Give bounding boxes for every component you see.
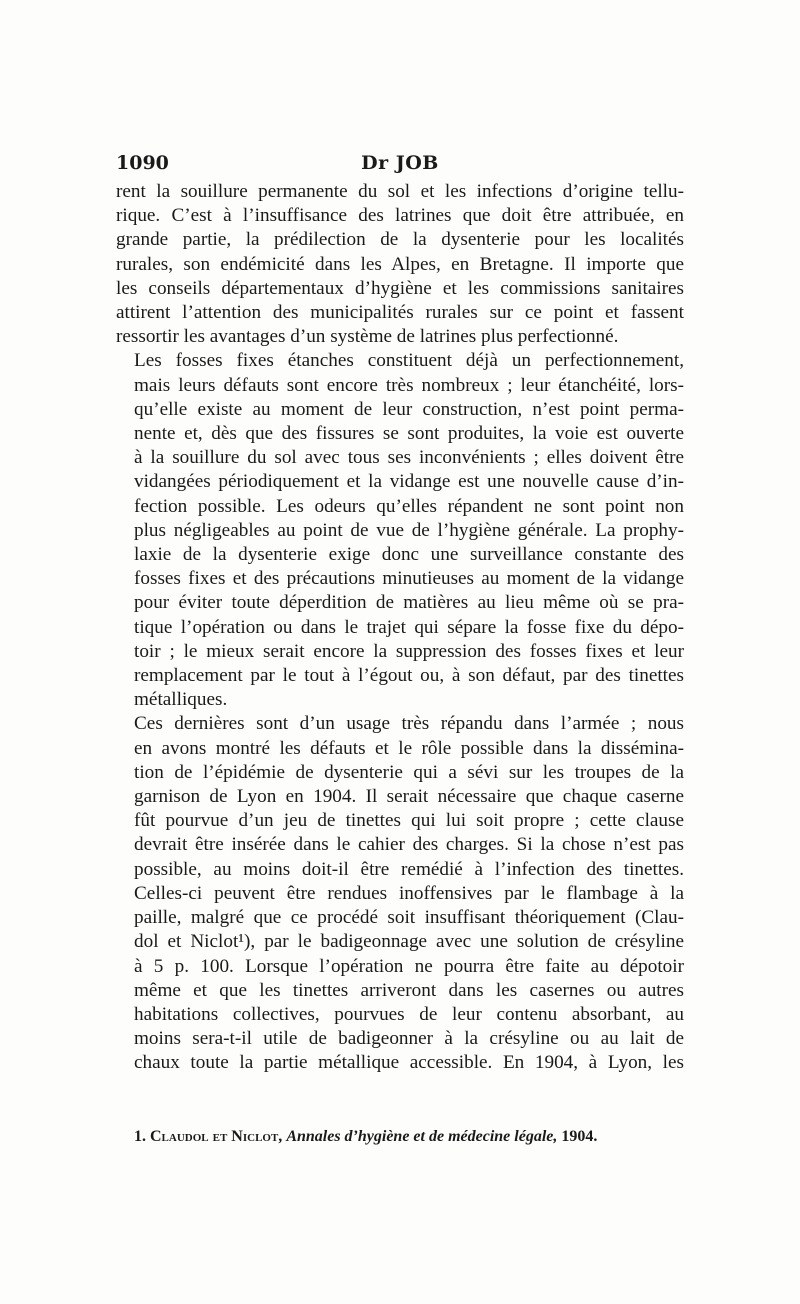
text-line: Ces dernières sont d’un usage très répandu dans l’armée ; nous (134, 713, 684, 735)
text-line: attirent l’attention des municipalités rurales sur ce point et fassent (116, 302, 684, 324)
text-line: à la souillure du sol avec tous ses inconvénients ; elles doivent être (134, 447, 684, 469)
text-line: remplacement par le tout à l’égout ou, à son défaut, par des tinettes (134, 665, 684, 687)
text-line: ressortir les avantages d’un système de latrines plus perfectionné. (116, 326, 619, 348)
text-line: à 5 p. 100. Lorsque l’opération ne pourra être faite au dépotoir (134, 955, 684, 977)
footnote-year: 1904. (561, 1128, 598, 1145)
text-line: dol et Niclot¹), par le badigeonnage avec une solution de crésyline (134, 931, 684, 953)
text-line: plus négligeables au point de vue de l’hygiène générale. La prophy- (134, 519, 684, 541)
text-line: tion de l’épidémie de dysenterie qui a sévi sur les troupes de la (134, 761, 684, 783)
paragraph-1 (116, 180, 684, 349)
footnote-number: 1. (134, 1128, 146, 1145)
text-line: rique. C’est à l’insuffisance des latrines que doit être attribuée, en (116, 205, 684, 227)
footnote (134, 1128, 684, 1146)
text-line: garnison de Lyon en 1904. Il serait nécessaire que chaque caserne (134, 786, 684, 808)
text-line: grande partie, la prédilection de la dysenterie pour les localités (116, 229, 684, 251)
text-line: laxie de la dysenterie exige donc une surveillance constante des (134, 544, 684, 566)
footnote-authors: Claudol et Niclot, (150, 1128, 283, 1145)
text-line: devrait être insérée dans le cahier des charges. Si la chose n’est pas (134, 834, 684, 856)
text-line: fût pourvue d’un jeu de tinettes qui lui soit propre ; cette clause (134, 810, 684, 832)
text-line: rurales, son endémicité dans les Alpes, en Bretagne. Il importe que (116, 253, 684, 275)
text-line: métalliques. (134, 689, 228, 711)
text-line: rent la souillure permanente du sol et les infections d’origine tellu- (116, 181, 684, 202)
text-line: les conseils départementaux d’hygiène et les commissions sanitaires (116, 277, 684, 299)
text-line: mais leurs défauts sont encore très nombreux ; leur étanchéité, lors- (134, 374, 684, 396)
text-line: tique l’opération ou dans le trajet qui sépare la fosse fixe du dépo- (134, 616, 684, 638)
text-line: Les fosses fixes étanches constituent déjà un perfectionnement, (134, 350, 684, 372)
text-line: en avons montré les défauts et le rôle possible dans la dissémina- (134, 737, 684, 759)
footnote-journal: Annales d’hygiène et de médecine légale, (286, 1128, 558, 1145)
text-line: pour éviter toute déperdition de matières au lieu même où se pra- (134, 592, 684, 614)
page-header (116, 152, 684, 178)
text-line: nente et, dès que des fissures se sont produites, la voie est ouverte (134, 423, 684, 445)
text-line: fosses fixes et des précautions minutieuses au moment de la vidange (134, 568, 684, 590)
body-text (116, 180, 684, 1076)
text-line: Celles-ci peuvent être rendues inoffensives par le flambage à la (134, 882, 684, 904)
paragraph-3 (116, 712, 684, 1075)
running-head: Dr JOB (361, 152, 439, 174)
text-line: habitations collectives, pourvues de leur contenu absorbant, au (134, 1003, 684, 1025)
paragraph-2 (116, 349, 684, 712)
page-number: 1090 (116, 152, 169, 174)
text-line: vidangées périodiquement et la vidange est une nouvelle cause d’in- (134, 471, 684, 493)
text-line: moins sera-t-il utile de badigeonner à la crésyline ou au lait de (134, 1028, 684, 1050)
text-line: chaux toute la partie métallique accessible. En 1904, à Lyon, les (134, 1052, 684, 1074)
text-line: possible, au moins doit-il être remédié à l’infection des tinettes. (134, 858, 684, 880)
text-line: qu’elle existe au moment de leur construction, n’est point perma- (134, 398, 684, 420)
text-line: fection possible. Les odeurs qu’elles répandent ne sont point non (134, 495, 684, 517)
text-line: même et que les tinettes arriveront dans les casernes ou autres (134, 979, 684, 1001)
text-line: toir ; le mieux serait encore la suppression des fosses fixes et leur (134, 640, 684, 662)
text-line: paille, malgré que ce procédé soit insuffisant théoriquement (Clau- (134, 907, 684, 929)
